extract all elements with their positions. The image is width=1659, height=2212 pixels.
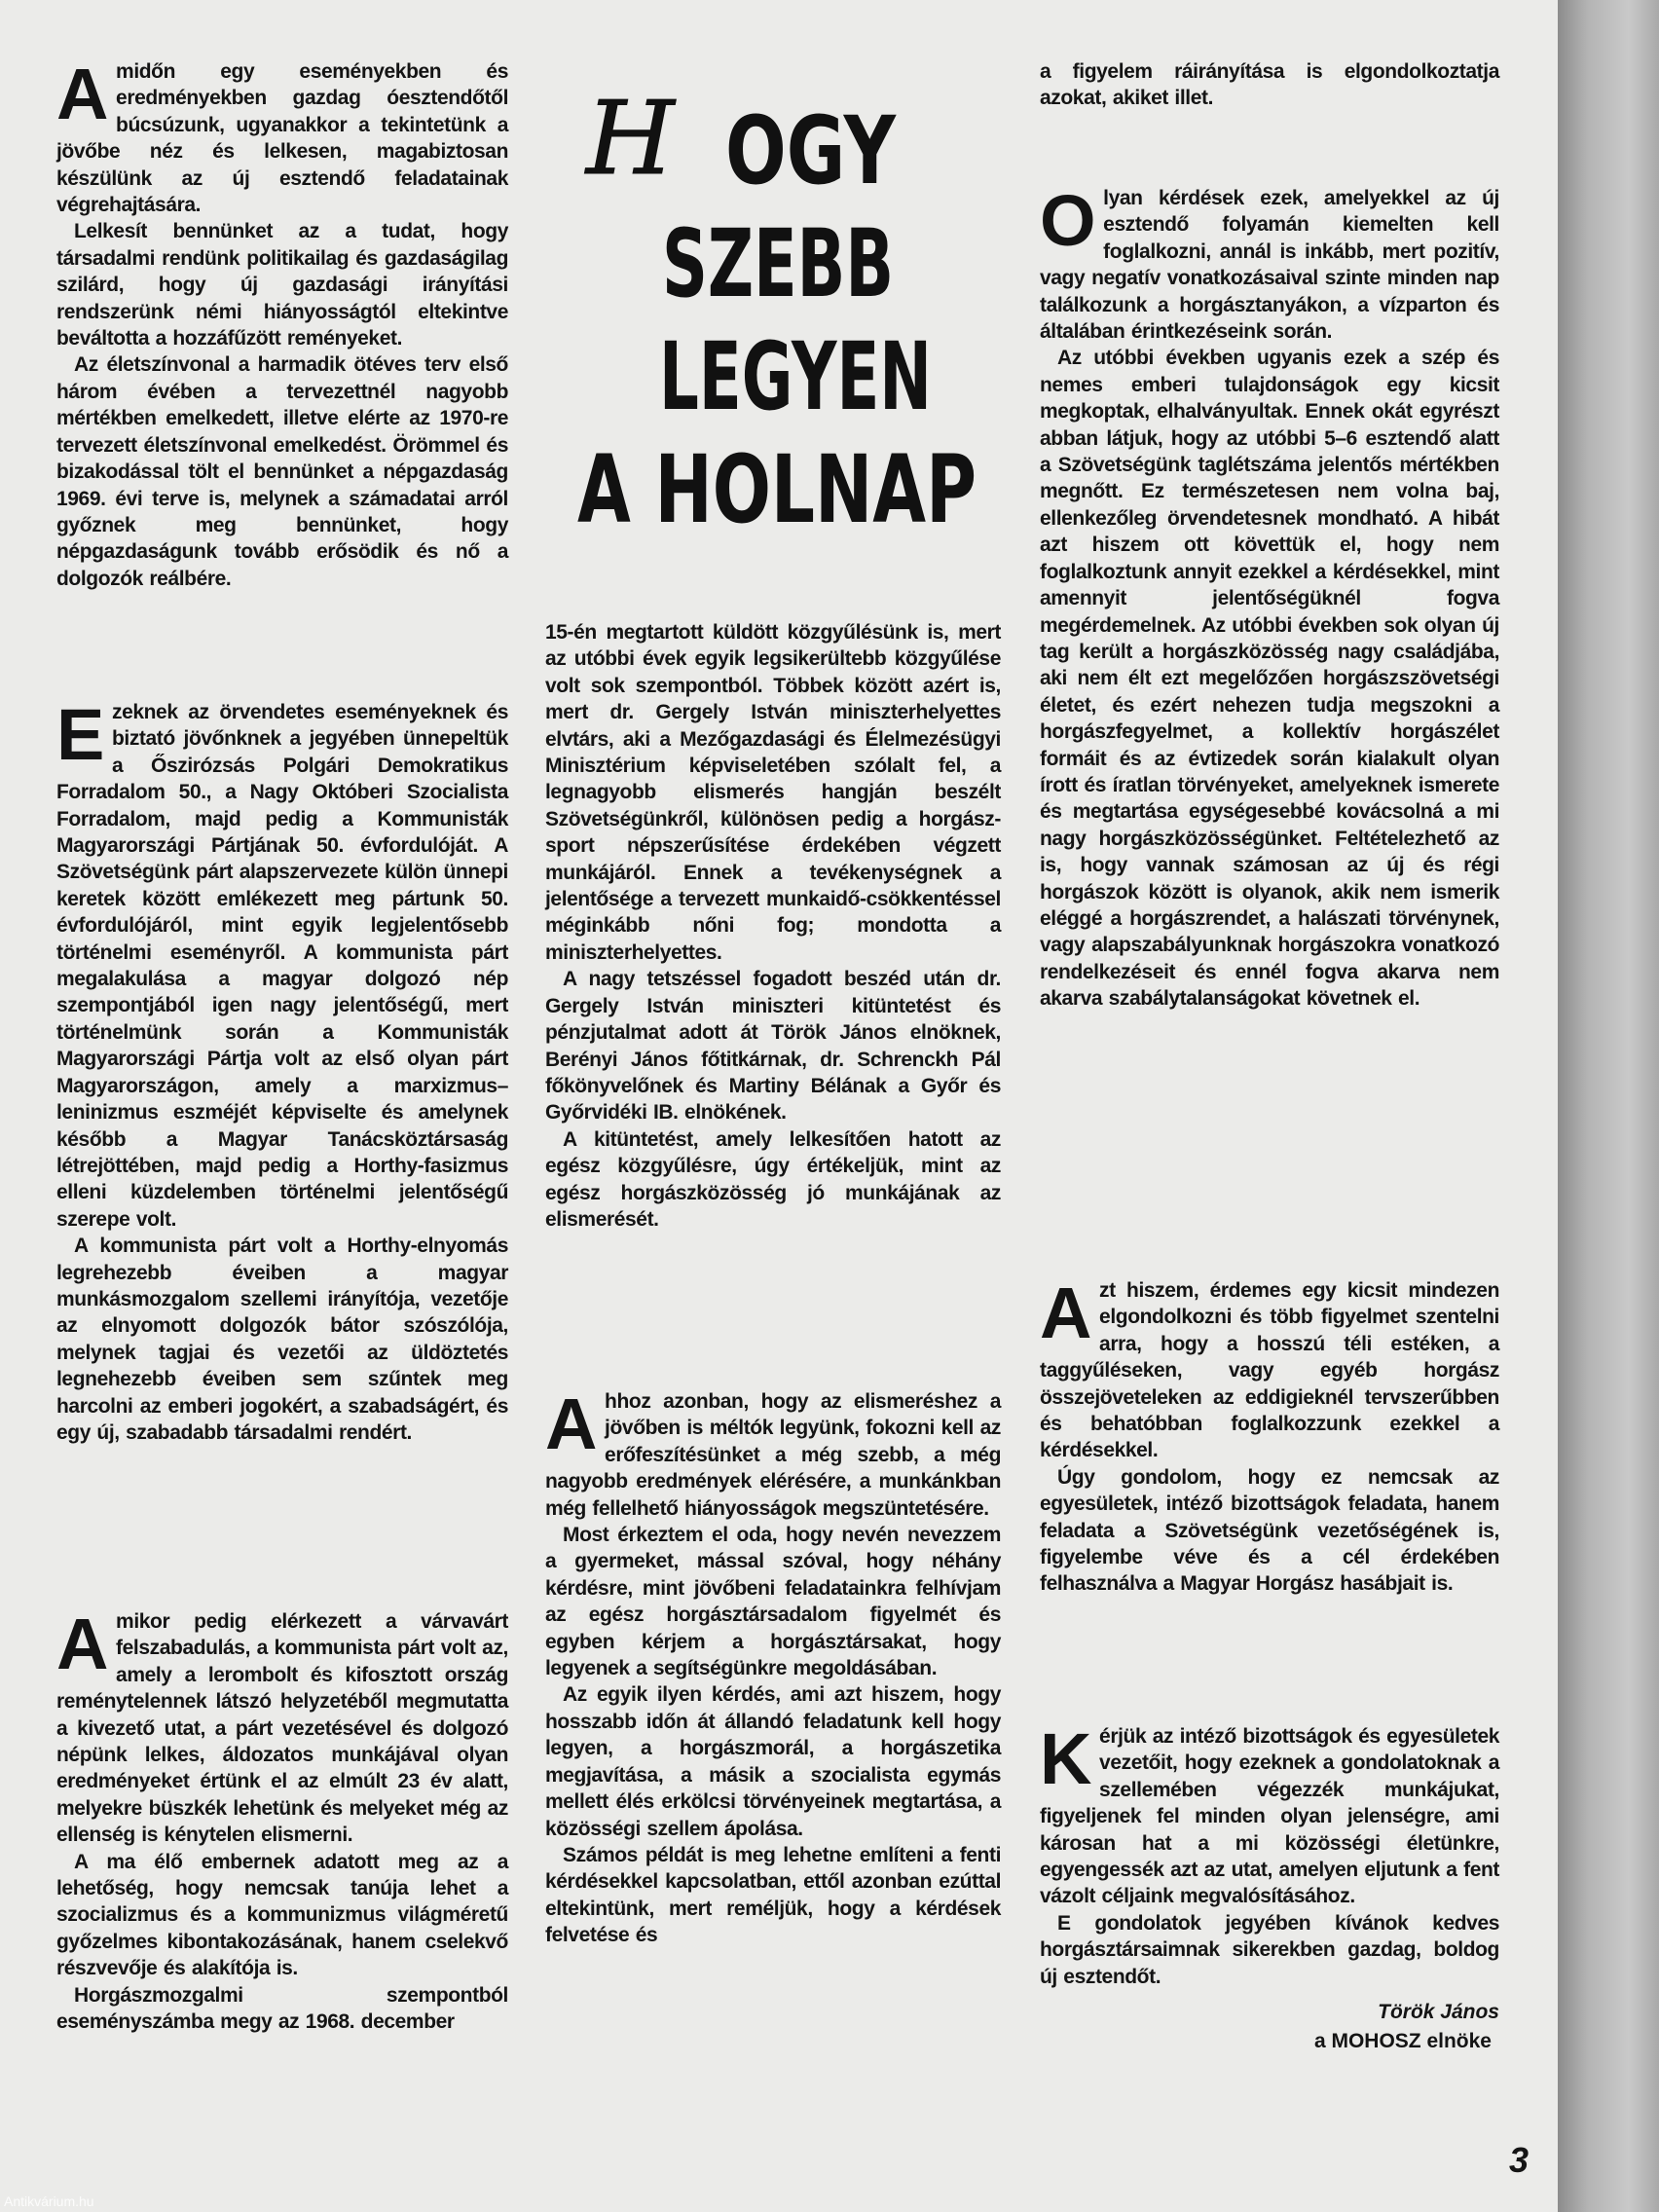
paragraph: Horgászmozgalmi szempontból eseményszámba megy az 1968. december <box>56 1983 508 2034</box>
drop-cap: A <box>56 1604 109 1684</box>
paragraph: Ahhoz azonban, hogy az elismeréshez a jövőben is méltók legyünk, fokozni kell az erőfeszítésünket a még szebb, a még nagyobb eredmények elérésére, a munkánkban még fellelhető hiányosságok megszüntetésére. <box>545 1383 1001 1520</box>
closing-section <box>1040 1718 1499 2056</box>
drop-cap: A <box>1040 1272 1092 1353</box>
title-line-2: SZEBB <box>662 209 894 318</box>
middle-column <box>545 619 1001 1949</box>
paragraph: A kommunista párt volt a Horthy-elnyomás legrehezebb éveiben a magyar munkásmozgalom szellemi irányítója, vezetője az elnyomott dolgozók bátor szószólója, melynek tagjai és vezetői az üldöztetés legnehezebb éveiben sem szűntek meg harcolni az emberi jogokért, a szabadságért, és egy új, szabadabb társadalmi rendért. <box>56 1235 508 1444</box>
liberation-section <box>56 1604 508 2036</box>
author-role: a MOHOSZ elnöke <box>1313 2030 1492 2053</box>
article-title <box>565 68 993 547</box>
paragraph: Most érkeztem el oda, hogy nevén nevezzem a gyermeket, mással szóval, hogy néhány kérdésre, mint jövőbeni feladatainkra felhívjam az egész horgásztársadalom figyelmét és egyben kérjem a horgásztársakat, hogy legyenek a segítségünkre megoldásában. <box>545 1524 1001 1680</box>
drop-cap: E <box>56 694 104 775</box>
drop-cap: A <box>545 1383 598 1464</box>
reflection-section <box>1040 1272 1499 1723</box>
paragraph: Amikor pedig elérkezett a várvavárt felszabadulás, a kommunista párt volt az, amely a lerombolt és kifosztott ország reménytelennek látszó helyzetéből megmutatta a kivezető utat, a párt vezetésével és dolgozó népünk lelkes, áldozatos munkájával olyan eredményeket értünk el az elmúlt 23 év alatt, melyekre büszkék lehetünk és melyeket még az ellenség is kénytelen elismerni. <box>56 1604 508 1847</box>
anniversary-section <box>56 694 508 1608</box>
paragraph: A ma élő embernek adatott meg az a lehetőség, hogy nemcsak tanúja lehet a szocializmus és a kommunizmus világméretű győzelmes kibontakozásának, hanem cselekvő részvevője és alakítója is. <box>56 1850 508 1980</box>
paragraph: A kitüntetést, amely lelkesítően hatott az egész közgyűlésre, úgy értékeljük, mint az egész horgászközösség jó munkájának az elismerését. <box>545 1127 1001 1231</box>
title-line-3: LEGYEN <box>659 322 932 431</box>
assembly-section <box>545 619 1001 1388</box>
paragraph: Az utóbbi években ugyanis ezek a szép és nemes emberi tulajdonságok egy kicsit megkoptak, elhalványultak. Ennek okát egyrészt abban látjuk, hogy az utóbbi 5–6 esztendő alatt a Szövetségünk taglétszáma jelentős mértékben megnőtt. Ez természetesen nem volna baj, ellenkezőleg örvendetesnek mondható. A hibát azt hiszem ott követtük el, hogy nem foglalkoztunk annyit ezekkel a kérdésekkel, mint amennyit jelentőségüknél fogva megérdemelnek. Az utóbbi években sok olyan új tag került a horgászközösség nagy családjába, aki nem élt ezt megelőzően horgászszövetségi életet, és ezért nehezen tudja megszokni a horgászfegyelmet, a kollektív horgászélet formáit és az évtizedek során kialakult olyan írott és íratlan törvényeket, amelyeknek ismerete és megtartása egységesebbé kovácsolná a mi nagy horgászközösségünket. Feltételezhető az is, hogy vannak számosan az új és régi horgászok között is olyanok, akik nem ismerik eléggé a horgászrendet, a halászati törvénynek, vagy alapszabályunknak horgászokra vonatkozó rendelkezéseit és ennél fogva akarva nem akarva szabálytalanságokat követnek el. <box>1040 347 1499 1011</box>
paragraph: Úgy gondolom, hogy ez nemcsak az egyesületek, intéző bizottságok feladata, hanem feladata a Szövetségünk vezetőségének is, figyelembe véve és a cél érdekében felhasználva a Magyar Horgász hasábjait is. <box>1040 1465 1499 1596</box>
paragraph: Kérjük az intéző bizottságok és egyesületek vezetőit, hogy ezeknek a gondolatoknak a szellemében végezzék munkájukat, figyeljenek fel minden olyan jelenségre, ami károsan hat a mi közösségi életünkre, egyengessék azt az utat, amelyen eljutunk a fent vázolt céljaink megvalósításához. <box>1040 1718 1499 1908</box>
page-number: 3 <box>1509 2140 1530 2180</box>
left-column <box>56 54 508 2036</box>
right-column <box>1040 58 1499 2056</box>
paragraph: Számos példát is meg lehetne említeni a fenti kérdésekkel kapcsolatban, ettől azonban ezúttal eltekintünk, mert reméljük, hogy a kérdések felvetése és <box>545 1843 1001 1947</box>
title-line-4: A HOLNAP <box>577 435 977 544</box>
title-script-initial: H <box>586 79 675 198</box>
watermark: Antikvárium.hu <box>4 2194 94 2209</box>
drop-cap: K <box>1040 1718 1092 1799</box>
paragraph: Azt hiszem, érdemes egy kicsit mindezen elgondolkozni és több figyelmet szentelni arra, hogy a hosszú téli estéken, a taggyűléseken, vagy egyéb horgász összejöveteleken az eddigieknél tervszerűbben és behatóbban foglalkozzunk ezekkel a kérdésekkel. <box>1040 1272 1499 1462</box>
intro-section <box>56 54 508 699</box>
title-line-1: OGY <box>725 96 898 205</box>
paragraph: Amidőn egy eseményekben és eredményekben gazdag óesztendőtől búcsúzunk, ugyanakkor a tekintetünk a jövőbe néz és lelkesen, magabiztosan készülünk az új esztendő feladatainak végrehajtására. <box>56 54 508 217</box>
author-name: Török János <box>1378 2001 1499 2024</box>
paragraph: E gondolatok jegyében kívánok kedves horgásztársaimnak sikerekben gazdag, boldog új esztendőt. <box>1040 1911 1499 1988</box>
tasks-section <box>545 1383 1001 1949</box>
paragraph: Lelkesít bennünket az a tudat, hogy társadalmi rendünk politikailag és gazdaságilag szilárd, hogy új gazdasági irányítási rendszerünk némi hiányosságtól eltekintve beváltotta a hozzáfűzött reményeket. <box>56 220 508 350</box>
continuation-section <box>1040 58 1499 185</box>
paragraph: a figyelem ráirányítása is elgondolkoztatja azokat, akiket illet. <box>1040 60 1499 110</box>
paragraph: 15-én megtartott küldött közgyűlésünk is, mert az utóbbi évek egyik legsikerültebb közgyűlése volt sok szempontból. Többek között azért is, mert dr. Gergely István miniszterhelyettes elvtárs, aki a Mezőgazdasági és Élelmezésügyi Minisztérium képviseletében szólalt fel, a legnagyobb elismerés hangján beszélt Szövetségünkről, különösen pedig a horgász-sport népszerűsítése érdekében végzett munkájáról. Ennek a tevékenységnek a jelentősége a tervezett munkaidő-csökkentéssel méginkább nőni fog; mondotta a miniszterhelyettes. <box>545 621 1001 964</box>
ethics-section <box>1040 180 1499 1277</box>
drop-cap: O <box>1040 180 1096 261</box>
page-edge <box>1558 0 1659 2212</box>
paragraph: Az egyik ilyen kérdés, ami azt hiszem, hogy hosszabb időn át állandó feladatunk kell hogy legyen, a horgászmorál, a horgászetika megjavítása, a másik a szocialista egymás mellett élés erkölcsi törvényeinek megtartása, a közösségi szellem ápolása. <box>545 1683 1001 1840</box>
paragraph: A nagy tetszéssel fogadott beszéd után dr. Gergely István miniszteri kitüntetést és pénzjutalmat adott át Török János elnöknek, Berényi János főtitkárnak, dr. Schrenckh Pál főkönyvelőnek és Martiny Bélának a Győr és Győrvidéki IB. elnökének. <box>545 968 1001 1124</box>
drop-cap: A <box>56 54 109 134</box>
paragraph: Ezeknek az örvendetes eseményeknek és biztató jövőnknek a jegyében ünnepeltük a Őszirózsás Polgári Demokratikus Forradalom 50., a Nagy Októberi Szocialista Forradalom, majd pedig a Kommunisták Magyarországi Pártjának 50. évfordulóját. A Szövetségünk párt alapszervezete külön ünnepi keretek között emlékezett meg pártunk 50. évfordulójáról, mint egyik legjelentősebb történelmi eseményről. A kommunista párt megalakulása a magyar dolgozó nép szempontjából igen nagy jelentőségű, mert történelmünk során a Kommunisták Magyarországi Pártja volt az első olyan párt Magyarországon, amely a marxizmus–leninizmus eszméjét képviselte és amelynek később a Magyar Tanácsköztársaság létrejöttében, majd pedig a Horthy-fasizmus elleni küzdelemben történelmi jelentőségű szerepe volt. <box>56 694 508 1231</box>
paragraph: Olyan kérdések ezek, amelyekkel az új esztendő folyamán kiemelten kell foglalkozni, annál is inkább, mert pozitív, vagy negatív vonatkozásaival szinte minden nap találkozunk a horgásztanyákon, a vízparton és általában érintkezéseink során. <box>1040 180 1499 344</box>
paragraph: Az életszínvonal a harmadik ötéves terv első három évében a tervezettnél nagyobb mértékben emelkedett, illetve elérte az 1970-re tervezett életszínvonal emelkedést. Örömmel és bizakodással tölt el bennünket a népgazdaság 1969. évi terve is, melynek a számadatai arról győznek meg bennünket, hogy népgazdaságunk tovább erősödik és nő a dolgozók reálbére. <box>56 353 508 590</box>
